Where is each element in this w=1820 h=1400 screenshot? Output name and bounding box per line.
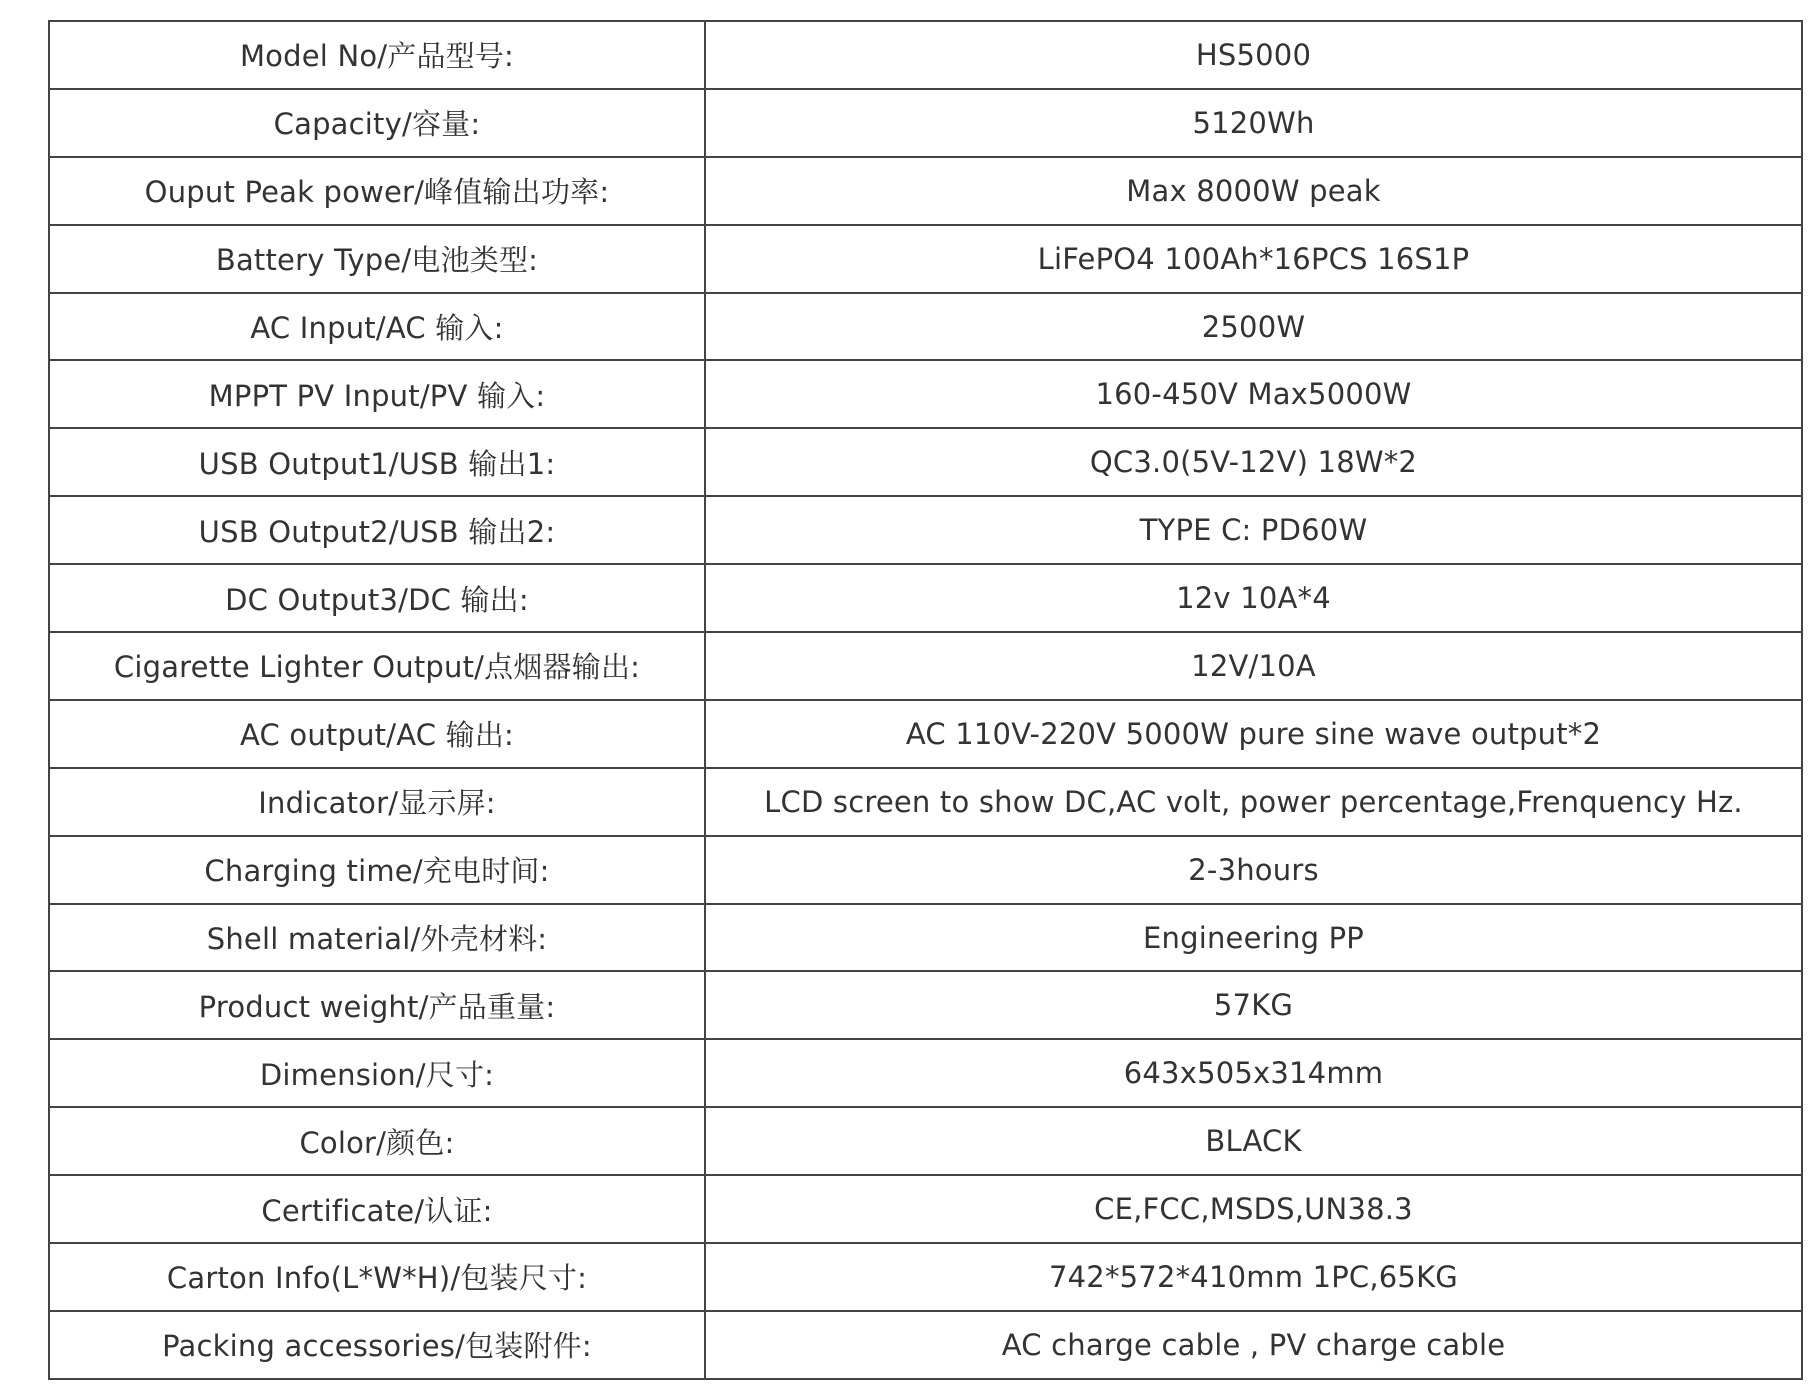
spec-value: 57KG (705, 971, 1802, 1039)
spec-value: CE,FCC,MSDS,UN38.3 (705, 1175, 1802, 1243)
spec-label: Indicator/显示屏: (49, 768, 705, 836)
table-row (49, 496, 1802, 564)
spec-label: Product weight/产品重量: (49, 971, 705, 1039)
spec-label: Certificate/认证: (49, 1175, 705, 1243)
table-row (49, 1107, 1802, 1175)
spec-label: Capacity/容量: (49, 89, 705, 157)
spec-label: MPPT PV Input/PV 输入: (49, 360, 705, 428)
spec-label: Carton Info(L*W*H)/包装尺寸: (49, 1243, 705, 1311)
spec-value: 12v 10A*4 (705, 564, 1802, 632)
table-row (49, 700, 1802, 768)
spec-label: Battery Type/电池类型: (49, 225, 705, 293)
table-row (49, 836, 1802, 904)
spec-value: 2-3hours (705, 836, 1802, 904)
spec-value: LCD screen to show DC,AC volt, power percentage,Frenquency Hz. (705, 768, 1802, 836)
table-row (49, 1311, 1802, 1379)
spec-label: Ouput Peak power/峰值输出功率: (49, 157, 705, 225)
spec-value: QC3.0(5V-12V) 18W*2 (705, 428, 1802, 496)
spec-value: Max 8000W peak (705, 157, 1802, 225)
spec-value: 160-450V Max5000W (705, 360, 1802, 428)
table-row (49, 21, 1802, 89)
spec-value: BLACK (705, 1107, 1802, 1175)
table-row (49, 225, 1802, 293)
spec-value: 742*572*410mm 1PC,65KG (705, 1243, 1802, 1311)
spec-value: TYPE C: PD60W (705, 496, 1802, 564)
spec-value: 2500W (705, 293, 1802, 361)
spec-value: AC 110V-220V 5000W pure sine wave output*2 (705, 700, 1802, 768)
spec-value: AC charge cable , PV charge cable (705, 1311, 1802, 1379)
table-row (49, 428, 1802, 496)
table-row (49, 89, 1802, 157)
spec-label: Charging time/充电时间: (49, 836, 705, 904)
spec-label: AC output/AC 输出: (49, 700, 705, 768)
table-row (49, 971, 1802, 1039)
table-row (49, 768, 1802, 836)
spec-label: AC Input/AC 输入: (49, 293, 705, 361)
table-row (49, 1039, 1802, 1107)
spec-label: Shell material/外壳材料: (49, 904, 705, 972)
table-row (49, 1175, 1802, 1243)
table-row (49, 157, 1802, 225)
spec-table (48, 20, 1803, 1380)
spec-label: Cigarette Lighter Output/点烟器输出: (49, 632, 705, 700)
table-row (49, 904, 1802, 972)
spec-label: Dimension/尺寸: (49, 1039, 705, 1107)
table-row (49, 1243, 1802, 1311)
spec-label: DC Output3/DC 输出: (49, 564, 705, 632)
spec-value: LiFePO4 100Ah*16PCS 16S1P (705, 225, 1802, 293)
spec-label: Model No/产品型号: (49, 21, 705, 89)
spec-value: 12V/10A (705, 632, 1802, 700)
table-row (49, 360, 1802, 428)
spec-value: 643x505x314mm (705, 1039, 1802, 1107)
spec-table-body (49, 21, 1802, 1379)
spec-value: Engineering PP (705, 904, 1802, 972)
spec-label: USB Output2/USB 输出2: (49, 496, 705, 564)
spec-label: Packing accessories/包装附件: (49, 1311, 705, 1379)
spec-label: Color/颜色: (49, 1107, 705, 1175)
spec-value: 5120Wh (705, 89, 1802, 157)
table-row (49, 632, 1802, 700)
table-row (49, 293, 1802, 361)
table-row (49, 564, 1802, 632)
spec-value: HS5000 (705, 21, 1802, 89)
spec-label: USB Output1/USB 输出1: (49, 428, 705, 496)
